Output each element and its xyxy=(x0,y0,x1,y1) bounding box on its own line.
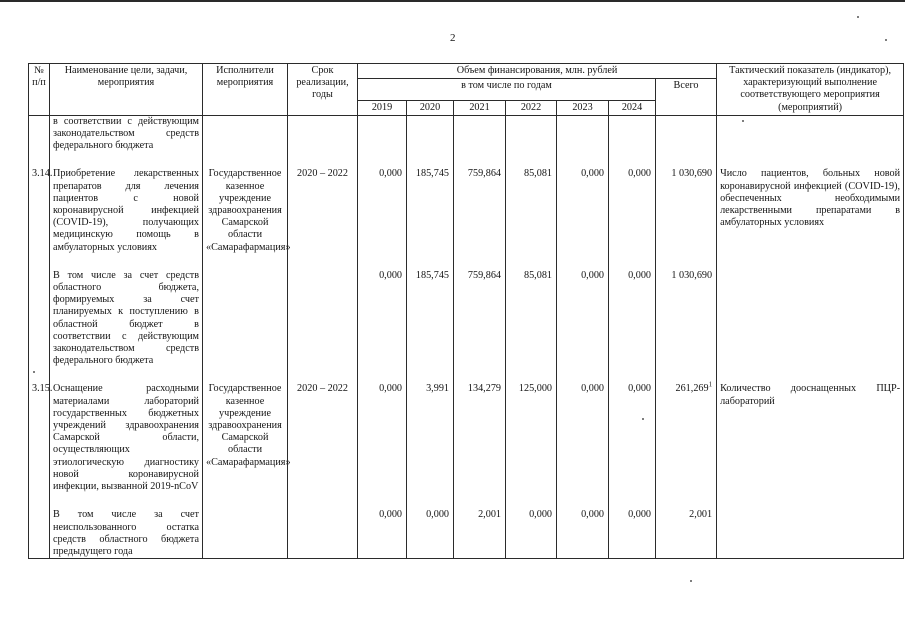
row-value: 0,000 xyxy=(557,168,609,253)
row-value: 185,745 xyxy=(407,168,454,253)
row-value: 125,000 xyxy=(506,383,557,493)
row-total xyxy=(656,270,717,368)
row-spacer xyxy=(29,493,904,509)
row-value xyxy=(557,115,609,152)
row-value: 0,000 xyxy=(557,509,609,558)
row-spacer xyxy=(29,152,904,168)
row-value: 0,000 xyxy=(407,509,454,558)
row-total-value: 1 030,690 xyxy=(671,269,713,281)
footnote-mark: 1 xyxy=(708,381,713,390)
row-value: 2,001 xyxy=(454,509,506,558)
row-value: 759,864 xyxy=(454,168,506,253)
row-value: 759,864 xyxy=(454,270,506,368)
scan-speck xyxy=(857,16,859,18)
header-year: 2021 xyxy=(454,100,506,115)
row-term xyxy=(288,270,358,368)
row-spacer xyxy=(29,254,904,270)
row-value xyxy=(454,115,506,152)
row-executor xyxy=(203,115,288,152)
row-total-value: 2,001 xyxy=(689,509,713,521)
row-term: 2020 – 2022 xyxy=(288,383,358,493)
row-value: 85,081 xyxy=(506,168,557,253)
row-value: 0,000 xyxy=(358,168,407,253)
row-value: 0,000 xyxy=(358,270,407,368)
row-value: 0,000 xyxy=(557,270,609,368)
header-funding: Объем финансирования, млн. рублей xyxy=(358,64,717,79)
table-row xyxy=(29,115,904,152)
row-value xyxy=(358,115,407,152)
header-by-years: в том числе по годам xyxy=(358,79,656,100)
row-value: 185,745 xyxy=(407,270,454,368)
funding-table xyxy=(28,63,904,559)
header-name: Наименование цели, задачи, мероприятия xyxy=(50,64,203,116)
table-row xyxy=(29,509,904,558)
row-value: 3,991 xyxy=(407,383,454,493)
row-value: 0,000 xyxy=(358,383,407,493)
row-total xyxy=(656,115,717,152)
row-name: Оснащение расходными материалами лабораторий государственных бюджетных учреждений здравоохранения Самарской области, осуществляющих этиологическую диагностику новой коронавирусной инфекции, вызванной 2019-nCoV xyxy=(50,383,203,493)
header-total: Всего xyxy=(656,79,717,116)
row-number: 3.15. xyxy=(29,383,50,493)
row-term xyxy=(288,115,358,152)
row-value: 0,000 xyxy=(557,383,609,493)
top-border-line xyxy=(0,0,905,2)
header-indicator: Тактический показатель (индикатор), характеризующий выполнение соответствующего мероприятия (мероприятий) xyxy=(717,64,904,116)
row-executor xyxy=(203,270,288,368)
header-year: 2024 xyxy=(609,100,656,115)
row-name: В том числе за счет средств областного бюджета, формируемых за счет планируемых к поступлению в областной бюджет в соответствии с действующим законодательством средств федерального бюджета xyxy=(50,270,203,368)
row-value xyxy=(609,115,656,152)
row-indicator xyxy=(717,270,904,368)
header-year: 2019 xyxy=(358,100,407,115)
row-number: 3.14. xyxy=(29,168,50,253)
row-value: 85,081 xyxy=(506,270,557,368)
table-row xyxy=(29,383,904,493)
row-value: 0,000 xyxy=(609,509,656,558)
header-year: 2020 xyxy=(407,100,454,115)
row-executor: Государственное казенное учреждение здравоохранения Самарской области «Самарафармация» xyxy=(203,383,288,493)
row-indicator xyxy=(717,509,904,558)
header-year: 2023 xyxy=(557,100,609,115)
row-number xyxy=(29,270,50,368)
row-value: 0,000 xyxy=(609,168,656,253)
table-header xyxy=(29,64,904,116)
scan-speck xyxy=(690,580,692,582)
row-value: 0,000 xyxy=(358,509,407,558)
table-row xyxy=(29,168,904,253)
header-term: Срок реализации, годы xyxy=(288,64,358,116)
row-value: 0,000 xyxy=(506,509,557,558)
scan-speck xyxy=(885,39,887,41)
row-total-value: 261,269 xyxy=(675,383,709,395)
table-row xyxy=(29,270,904,368)
row-value: 0,000 xyxy=(609,383,656,493)
row-name: в соответствии с действующим законодательством средств федерального бюджета xyxy=(50,115,203,152)
row-indicator: Число пациентов, больных новой коронавирусной инфекцией (COVID-19), обеспеченных необходимыми лекарственными препаратами в амбулаторных условиях xyxy=(717,168,904,253)
row-total xyxy=(656,383,717,493)
row-executor xyxy=(203,509,288,558)
header-year: 2022 xyxy=(506,100,557,115)
row-total xyxy=(656,509,717,558)
header-executors: Исполнители мероприятия xyxy=(203,64,288,116)
row-total-value: 1 030,690 xyxy=(671,168,713,180)
row-indicator: Количество дооснащенных ПЦР-лабораторий xyxy=(717,383,904,493)
row-value xyxy=(506,115,557,152)
row-executor: Государственное казенное учреждение здравоохранения Самарской области «Самарафармация» xyxy=(203,168,288,253)
row-term: 2020 – 2022 xyxy=(288,168,358,253)
row-spacer xyxy=(29,367,904,383)
row-name: В том числе за счет неиспользованного остатка средств областного бюджета предыдущего года xyxy=(50,509,203,558)
row-indicator xyxy=(717,115,904,152)
row-value xyxy=(407,115,454,152)
page-number: 2 xyxy=(450,32,456,44)
row-number xyxy=(29,115,50,152)
row-total xyxy=(656,168,717,253)
row-value: 0,000 xyxy=(609,270,656,368)
row-number xyxy=(29,509,50,558)
header-no: № п/п xyxy=(29,64,50,116)
row-value: 134,279 xyxy=(454,383,506,493)
row-name: Приобретение лекарственных препаратов для лечения пациентов с новой коронавирусной инфекцией (COVID-19), получающих медицинскую помощь в амбулаторных условиях xyxy=(50,168,203,253)
row-term xyxy=(288,509,358,558)
